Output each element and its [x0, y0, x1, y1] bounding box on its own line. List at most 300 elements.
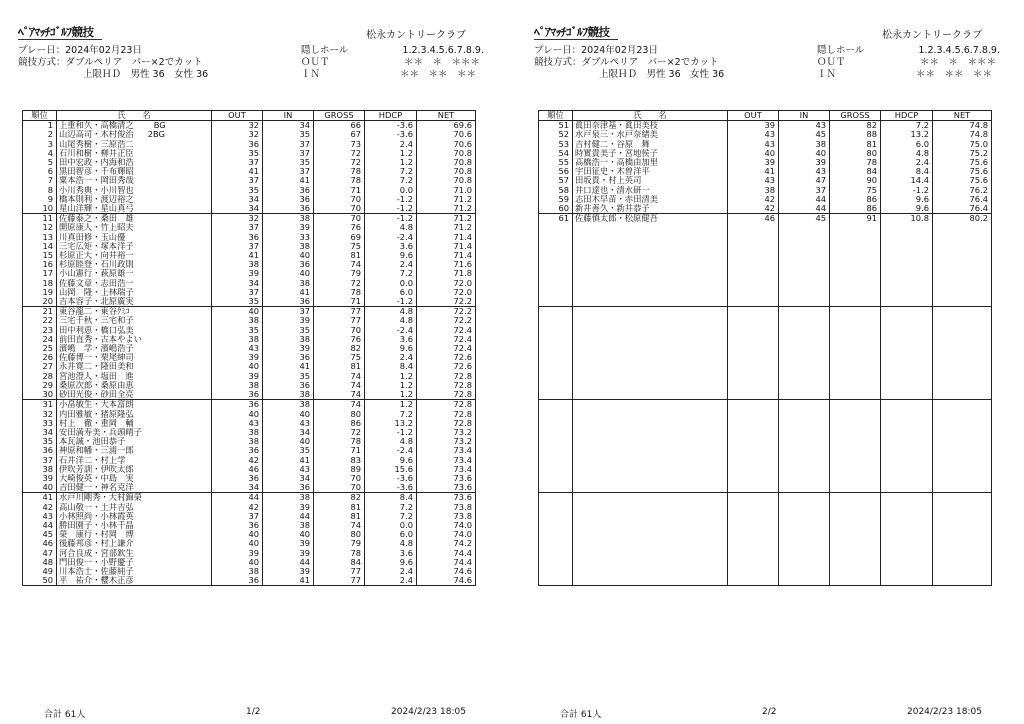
gross-score-text: 70: [350, 325, 361, 335]
net-score-cell: [933, 158, 992, 167]
rank-cell: [23, 130, 57, 139]
hdcp-cell: [365, 372, 417, 381]
hdcp-text: -2.4: [396, 325, 413, 335]
hdcp-cell: [881, 149, 933, 158]
player-names-text: 大崎俊英・中島 実: [59, 473, 134, 483]
out-score-cell: [212, 214, 263, 224]
rank-cell: [23, 195, 57, 204]
gross-score-text: 77: [350, 316, 361, 326]
out-score-text: 38: [248, 566, 259, 576]
net-score-cell: [417, 410, 476, 419]
net-score-text: 71.2: [453, 213, 472, 224]
empty-cell: [830, 260, 881, 269]
rank-text: 9: [47, 194, 53, 204]
out-score-cell: [212, 362, 263, 371]
player-names-text: 前田直秀・古本やよい: [59, 334, 142, 344]
net-score-cell: [417, 576, 476, 586]
out-score-cell: [212, 344, 263, 353]
gross-score-text: 81: [350, 511, 361, 521]
out-score-cell: [728, 204, 779, 214]
net-score-cell: [417, 483, 476, 493]
rank-cell: [23, 158, 57, 167]
out-score-cell: [212, 251, 263, 260]
out-score-cell: [212, 176, 263, 185]
empty-cell: [539, 326, 573, 335]
rank-cell: [539, 186, 573, 195]
empty-row: [539, 233, 992, 242]
out-score-cell: [212, 410, 263, 419]
empty-cell: [539, 520, 573, 529]
hdcp-cell: [365, 158, 417, 167]
net-header: NET: [417, 111, 476, 121]
rank-text: 49: [42, 566, 53, 576]
in-score-cell: [263, 503, 314, 512]
empty-cell: [539, 223, 573, 232]
empty-cell: [933, 557, 992, 566]
rank-text: 28: [42, 371, 53, 381]
gross-score-text: 81: [350, 362, 361, 372]
in-score-text: 43: [815, 167, 826, 177]
in-score-cell: [263, 521, 314, 530]
out-score-text: 38: [248, 334, 259, 344]
in-score-cell: [263, 288, 314, 297]
out-score-cell: [728, 121, 779, 131]
empty-cell: [933, 390, 992, 400]
out-score-cell: [212, 195, 263, 204]
in-score-cell: [779, 195, 830, 204]
empty-cell: [539, 502, 573, 511]
net-score-text: 73.8: [453, 511, 472, 521]
gross-score-cell: [314, 362, 365, 371]
in-score-text: 35: [299, 325, 310, 335]
out-score-cell: [212, 493, 263, 503]
net-score-cell: [933, 186, 992, 195]
empty-cell: [539, 566, 573, 575]
empty-cell: [573, 233, 728, 242]
net-score-cell: [417, 344, 476, 353]
gross-score-text: 78: [350, 548, 361, 558]
empty-cell: [779, 557, 830, 566]
name-header: 氏 名: [57, 111, 212, 121]
out-score-text: 37: [248, 287, 259, 297]
empty-cell: [881, 464, 933, 473]
empty-cell: [830, 409, 881, 418]
out-score-cell: [212, 149, 263, 158]
player-names-cell: [57, 279, 212, 288]
empty-cell: [881, 474, 933, 483]
empty-cell: [881, 492, 933, 502]
table-row: [23, 176, 476, 185]
empty-cell: [933, 335, 992, 344]
play-date: プレー日：2024年02月23日: [18, 45, 142, 56]
empty-cell: [539, 474, 573, 483]
in-score-text: 38: [299, 390, 310, 400]
in-score-text: 36: [299, 204, 310, 214]
empty-cell: [728, 455, 779, 464]
out-score-text: 38: [764, 185, 775, 195]
player-names-cell: [573, 204, 728, 214]
net-score-text: 76.2: [969, 185, 988, 195]
out-score-text: 42: [764, 204, 775, 214]
table-row: [23, 521, 476, 530]
empty-cell: [573, 483, 728, 493]
hdcp-cell: [365, 558, 417, 567]
rank-text: 52: [558, 130, 569, 140]
empty-row: [539, 297, 992, 307]
gross-score-text: 71: [350, 185, 361, 195]
rank-text: 54: [558, 148, 569, 158]
empty-row: [539, 260, 992, 269]
in-score-text: 34: [299, 473, 310, 483]
out-score-cell: [212, 307, 263, 317]
net-score-cell: [417, 381, 476, 390]
rank-cell: [23, 503, 57, 512]
table-row: [23, 465, 476, 474]
hdcp-text: 8.4: [399, 362, 413, 372]
in-score-cell: [263, 512, 314, 521]
out-score-text: 40: [248, 557, 259, 567]
player-names-text: 田中宏政・内海和浩: [59, 158, 134, 168]
in-score-text: 35: [299, 158, 310, 168]
player-names-text: 田坂貴・村上英司: [575, 176, 642, 186]
empty-cell: [779, 530, 830, 539]
empty-cell: [539, 233, 573, 242]
hdcp-text: 4.8: [399, 223, 413, 233]
net-score-text: 73.2: [453, 437, 472, 447]
out-score-cell: [212, 204, 263, 214]
out-score-text: 40: [248, 539, 259, 549]
rank-text: 36: [42, 446, 53, 456]
in-score-cell: [263, 437, 314, 446]
player-names-text: 山岡 隆・上林瑞子: [59, 287, 134, 297]
gross-score-text: 79: [350, 539, 361, 549]
hdcp-header: HDCP: [881, 111, 933, 121]
empty-cell: [539, 269, 573, 278]
rank-cell: [23, 400, 57, 410]
empty-row: [539, 511, 992, 520]
hdcp-text: -1.2: [396, 194, 413, 204]
empty-row: [539, 223, 992, 232]
net-score-text: 71.4: [453, 232, 472, 242]
out-score-text: 39: [764, 120, 775, 131]
empty-cell: [881, 502, 933, 511]
in-score-cell: [263, 567, 314, 576]
empty-cell: [728, 409, 779, 418]
net-score-text: 71.0: [453, 185, 472, 195]
in-score-text: 37: [299, 167, 310, 177]
empty-cell: [573, 279, 728, 288]
player-names-text: 山尾秀樹・三原浩二: [59, 139, 134, 149]
in-score-cell: [263, 400, 314, 410]
net-score-cell: [417, 503, 476, 512]
competition-format: 競技方式：ダブルペリア パー×2でカット: [18, 57, 203, 68]
rank-cell: [23, 223, 57, 232]
hdcp-text: -3.6: [396, 120, 413, 131]
empty-cell: [539, 242, 573, 251]
gross-score-cell: [830, 214, 881, 224]
in-score-text: 33: [299, 232, 310, 242]
hdcp-cell: [365, 539, 417, 548]
out-score-cell: [212, 335, 263, 344]
in-score-cell: [263, 539, 314, 548]
in-score-cell: [263, 344, 314, 353]
net-score-cell: [933, 214, 992, 224]
rank-text: 15: [42, 251, 53, 261]
empty-cell: [539, 576, 573, 586]
in-score-text: 38: [299, 334, 310, 344]
in-score-text: 38: [299, 520, 310, 530]
hdcp-text: 1.2: [399, 148, 413, 158]
player-names-cell: [57, 288, 212, 297]
empty-cell: [573, 335, 728, 344]
rank-cell: [23, 474, 57, 483]
player-names-text: 眞田奈津基・眞田美枝: [575, 120, 658, 131]
hdcp-text: 3.6: [399, 334, 413, 344]
empty-row: [539, 557, 992, 566]
out-score-text: 42: [248, 455, 259, 465]
empty-cell: [933, 464, 992, 473]
rank-text: 13: [42, 232, 53, 242]
rank-text: 10: [42, 204, 53, 214]
hdcp-cell: [881, 195, 933, 204]
out-score-cell: [212, 326, 263, 335]
hdcp-cell: [365, 204, 417, 214]
net-score-text: 74.0: [453, 520, 472, 530]
hdcp-cell: [365, 465, 417, 474]
in-score-cell: [263, 167, 314, 176]
player-names-cell: [57, 465, 212, 474]
player-names-text: 山辺高司・木村俊治: [59, 130, 134, 140]
empty-cell: [779, 260, 830, 269]
out-score-cell: [212, 269, 263, 278]
net-score-cell: [417, 186, 476, 195]
net-score-cell: [417, 419, 476, 428]
hdcp-text: 3.6: [399, 241, 413, 251]
rank-text: 58: [558, 185, 569, 195]
hdcp-text: 4.8: [399, 539, 413, 549]
net-score-text: 75.6: [969, 167, 988, 177]
in-score-text: 36: [299, 353, 310, 363]
in-score-text: 38: [299, 213, 310, 224]
empty-cell: [539, 335, 573, 344]
player-names-cell: [57, 437, 212, 446]
gross-score-cell: [314, 186, 365, 195]
empty-row: [539, 483, 992, 493]
gross-score-cell: [314, 204, 365, 214]
rank-text: 26: [42, 353, 53, 363]
hdcp-cell: [365, 288, 417, 297]
rank-cell: [23, 353, 57, 362]
rank-cell: [23, 307, 57, 317]
net-score-text: 70.8: [453, 148, 472, 158]
gross-score-cell: [314, 465, 365, 474]
out-score-text: 35: [248, 325, 259, 335]
table-row: [23, 279, 476, 288]
rank-text: 57: [558, 176, 569, 186]
empty-cell: [779, 353, 830, 362]
player-names-cell: [57, 233, 212, 242]
out-hidden-holes: ＊＊ ＊ ＊＊＊: [919, 57, 996, 68]
out-score-cell: [212, 567, 263, 576]
net-score-cell: [417, 465, 476, 474]
gross-score-text: 77: [350, 566, 361, 576]
empty-cell: [539, 409, 573, 418]
hdcp-text: 9.6: [399, 344, 413, 354]
net-score-text: 75.2: [969, 148, 988, 158]
table-row: [23, 223, 476, 232]
empty-cell: [539, 548, 573, 557]
in-score-text: 43: [299, 418, 310, 428]
gross-score-cell: [314, 233, 365, 242]
empty-cell: [779, 233, 830, 242]
net-score-text: 74.6: [453, 576, 472, 586]
hdcp-text: -3.6: [396, 483, 413, 493]
empty-cell: [881, 409, 933, 418]
net-score-cell: [417, 437, 476, 446]
gross-score-cell: [314, 214, 365, 224]
gross-score-text: 79: [350, 269, 361, 279]
empty-cell: [881, 371, 933, 380]
competition-title: ﾍﾟｱﾏｯﾁｺﾞﾙﾌ競技: [534, 25, 610, 39]
empty-row: [539, 400, 992, 410]
empty-cell: [933, 418, 992, 427]
empty-row: [539, 464, 992, 473]
hdcp-cell: [881, 130, 933, 139]
empty-row: [539, 446, 992, 455]
out-score-text: 42: [764, 194, 775, 204]
gross-score-text: 78: [350, 287, 361, 297]
out-score-cell: [212, 353, 263, 362]
out-score-text: 36: [248, 390, 259, 400]
empty-cell: [573, 307, 728, 317]
gross-score-text: 91: [866, 213, 877, 224]
player-names-text: 佐藤文章・志田浩一: [59, 278, 134, 288]
gross-score-cell: [314, 381, 365, 390]
hdcp-text: 2.4: [399, 139, 413, 149]
empty-row: [539, 548, 992, 557]
empty-cell: [728, 474, 779, 483]
hdcp-cell: [365, 576, 417, 586]
empty-cell: [728, 511, 779, 520]
out-score-cell: [212, 474, 263, 483]
rank-cell: [23, 558, 57, 567]
table-row: [23, 419, 476, 428]
empty-cell: [779, 576, 830, 586]
gross-score-text: 78: [350, 176, 361, 186]
hdcp-text: -1.2: [396, 427, 413, 437]
in-score-cell: [263, 130, 314, 139]
net-score-text: 72.6: [453, 353, 472, 363]
rank-cell: [23, 530, 57, 539]
empty-row: [539, 576, 992, 586]
empty-cell: [779, 539, 830, 548]
club-name: 松永カントリークラブ: [366, 30, 466, 41]
player-names-cell: [573, 167, 728, 176]
net-score-text: 74.0: [453, 530, 472, 540]
net-score-text: 72.0: [453, 287, 472, 297]
empty-cell: [728, 530, 779, 539]
gross-score-text: 82: [350, 492, 361, 503]
hdcp-cell: [365, 279, 417, 288]
rank-cell: [23, 512, 57, 521]
player-names-cell: [57, 381, 212, 390]
empty-cell: [728, 437, 779, 446]
player-names-cell: [57, 539, 212, 548]
net-score-cell: [417, 493, 476, 503]
player-names-cell: [57, 353, 212, 362]
hdcp-text: 15.6: [394, 464, 413, 474]
hdcp-cell: [881, 167, 933, 176]
rank-cell: [23, 381, 57, 390]
in-score-text: 38: [299, 278, 310, 288]
empty-cell: [728, 223, 779, 232]
net-score-text: 72.2: [453, 316, 472, 326]
hidden-hole-label: 隠しホール: [301, 45, 349, 56]
table-row: [23, 372, 476, 381]
net-score-cell: [417, 474, 476, 483]
gross-score-text: 84: [350, 557, 361, 567]
empty-row: [539, 242, 992, 251]
player-names-cell: [573, 186, 728, 195]
empty-cell: [933, 437, 992, 446]
out-score-cell: [212, 539, 263, 548]
gross-score-cell: [314, 326, 365, 335]
in-score-cell: [263, 390, 314, 400]
player-names-cell: [57, 474, 212, 483]
net-score-cell: [417, 297, 476, 307]
in-score-text: 36: [299, 483, 310, 493]
empty-cell: [830, 381, 881, 390]
player-names-text: 水戸川剛秀・大村錦榮: [59, 492, 142, 503]
empty-cell: [779, 335, 830, 344]
out-label: ＯＵＴ: [301, 57, 330, 68]
rank-text: 14: [42, 241, 53, 251]
empty-cell: [539, 437, 573, 446]
player-names-text: 志田木早苗・赤田清美: [575, 194, 658, 204]
gross-score-text: 89: [350, 464, 361, 474]
empty-cell: [881, 455, 933, 464]
out-score-text: 36: [248, 473, 259, 483]
out-score-cell: [212, 437, 263, 446]
rank-cell: [23, 410, 57, 419]
in-score-text: 36: [299, 297, 310, 307]
net-score-text: 73.6: [453, 473, 472, 483]
hdcp-cell: [365, 530, 417, 539]
rank-cell: [23, 214, 57, 224]
gross-score-cell: [314, 269, 365, 278]
rank-text: 1: [47, 120, 53, 131]
out-score-text: 41: [248, 167, 259, 177]
net-score-text: 70.8: [453, 158, 472, 168]
hdcp-cell: [365, 521, 417, 530]
empty-cell: [881, 418, 933, 427]
empty-cell: [881, 269, 933, 278]
empty-cell: [779, 455, 830, 464]
player-names-text: 川本浩士・佐藤純子: [59, 566, 134, 576]
player-names-text: 河合良成・宮部欽生: [59, 548, 134, 558]
net-score-cell: [417, 260, 476, 269]
tiebreak-note: BG: [153, 120, 166, 131]
rank-text: 42: [42, 502, 53, 512]
table-row: [23, 140, 476, 149]
empty-cell: [728, 492, 779, 502]
empty-cell: [830, 446, 881, 455]
gross-score-cell: [314, 558, 365, 567]
hdcp-cell: [365, 223, 417, 232]
table-row: [23, 167, 476, 176]
out-score-text: 39: [248, 548, 259, 558]
header-row: [23, 111, 476, 121]
